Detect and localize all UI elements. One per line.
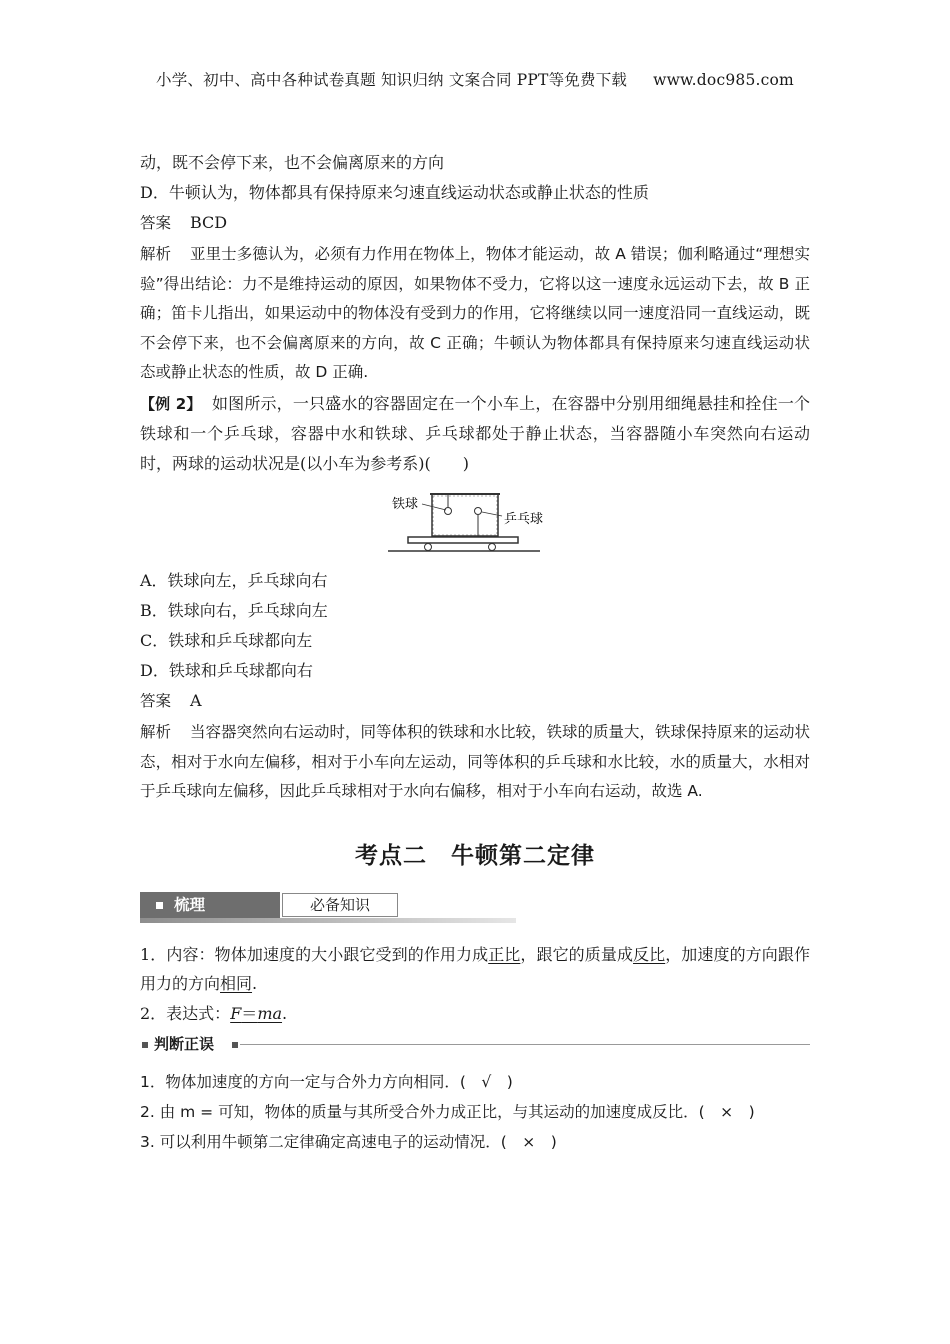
blank-3: 相同	[220, 974, 253, 993]
container	[432, 494, 498, 536]
q1-analysis	[140, 240, 810, 388]
wheel-right	[489, 544, 496, 551]
judge-item-2: 2. 由 m = 可知，物体的质量与其所受合外力成正比，与其运动的加速度成反比．( × )	[140, 1102, 755, 1121]
answer-label: 答案	[140, 692, 172, 710]
judge-title: 判断正误	[154, 1033, 220, 1055]
judge-rule	[240, 1044, 810, 1045]
answer-value: A	[190, 691, 202, 710]
analysis-text: 亚里士多德认为，必须有力作用在物体上，物体才能运动，故 A 错误；伽利略通过“理想实验”得出结论：力不是维持运动的原因，如果物体不受力，它将以这一速度永远运动下去，故 B 正确；笛卡儿指出，如果运动中的物体没有受到力的作用，它将继续以同一速度沿同一直线运动，既不会停下来，也不会偏离原来的方向，故 C 正确；牛顿认为物体都具有保持原来匀速直线运动状态或静止状态的性质，故 D 正确.	[140, 245, 810, 381]
answer-value: BCD	[190, 213, 228, 232]
law-content: 1．内容：物体加速度的大小跟它受到的作用力成正比，跟它的质量成反比，加速度的方向跟作用力的方向相同.	[140, 944, 810, 993]
pingpong-ball	[475, 508, 482, 515]
analysis-label: 解析	[140, 245, 172, 263]
option-c: C．铁球和乒乓球都向左	[140, 631, 313, 650]
square-bullet-icon	[156, 902, 163, 909]
water	[433, 496, 497, 535]
figure-container-cart	[140, 482, 810, 564]
option-b: B．铁球向右，乒乓球向左	[140, 601, 328, 620]
ex2-answer	[140, 686, 810, 716]
section-title: 考点二 牛顿第二定律	[355, 842, 595, 869]
analysis-label: 解析	[140, 723, 172, 741]
label-iron-ball: 铁球	[392, 497, 419, 512]
option-a: A．铁球向左，乒乓球向右	[140, 571, 328, 590]
bar-underline	[140, 918, 516, 923]
formula-F: F	[230, 1003, 242, 1023]
example-stem-text: 如图所示，一只盛水的容器固定在一个小车上，在容器中分别用细绳悬挂和拴住一个铁球和一个乒乓球，容器中水和铁球、乒乓球都处于静止状态，当容器随小车突然向右运动时，两球的运动状况是(以小车为参考系)( )	[140, 393, 810, 473]
ex2-analysis	[140, 718, 810, 807]
option-d: D．铁球和乒乓球都向右	[140, 661, 313, 680]
bar-dark-tab: 梳理	[140, 892, 280, 918]
bar-light-tab: 必备知识	[282, 893, 398, 917]
cart	[408, 537, 518, 543]
header-site[interactable]: www.doc985.com	[653, 71, 794, 89]
blank-1: 正比	[488, 944, 521, 964]
q1-continuation: 动，既不会停下来，也不会偏离原来的方向	[140, 153, 445, 172]
page-header	[0, 68, 950, 90]
example-tag: 【例 2】	[140, 394, 202, 413]
analysis-text: 当容器突然向右运动时，同等体积的铁球和水比较，铁球的质量大，铁球保持原来的运动状态，相对于水向左偏移，相对于小车向左运动，同等体积的乒乓球和水比较，水的质量大，水相对于乒乓球向左偏移，因此乒乓球相对于水向右偏移，相对于小车向右运动，故选 A.	[140, 723, 811, 800]
judge-header	[140, 1033, 810, 1059]
example-2-stem	[140, 389, 810, 479]
container-cart-diagram	[370, 482, 580, 562]
answer-label: 答案	[140, 214, 172, 232]
q1-option-d: D．牛顿认为，物体都具有保持原来匀速直线运动状态或静止状态的性质	[140, 183, 649, 202]
square-bullet-icon	[232, 1042, 238, 1048]
q1-answer	[140, 208, 810, 238]
judge-item-1: 1．物体加速度的方向一定与合外力方向相同．( √ )	[140, 1072, 513, 1091]
section-bar	[140, 892, 516, 922]
document-body	[140, 148, 810, 1157]
iron-ball	[445, 508, 452, 515]
wheel-left	[425, 544, 432, 551]
label-pingpong-ball: 乒乓球	[504, 512, 544, 527]
blank-2: 反比	[633, 944, 666, 964]
square-bullet-icon	[142, 1042, 148, 1048]
law-formula: 2．表达式：F＝ma.	[140, 1003, 288, 1023]
formula-ma: ma	[257, 1003, 283, 1023]
judge-item-3: 3. 可以利用牛顿第二定律确定高速电子的运动情况．( × )	[140, 1132, 557, 1151]
header-text: 小学、初中、高中各种试卷真题 知识归纳 文案合同 PPT等免费下载	[156, 71, 628, 89]
